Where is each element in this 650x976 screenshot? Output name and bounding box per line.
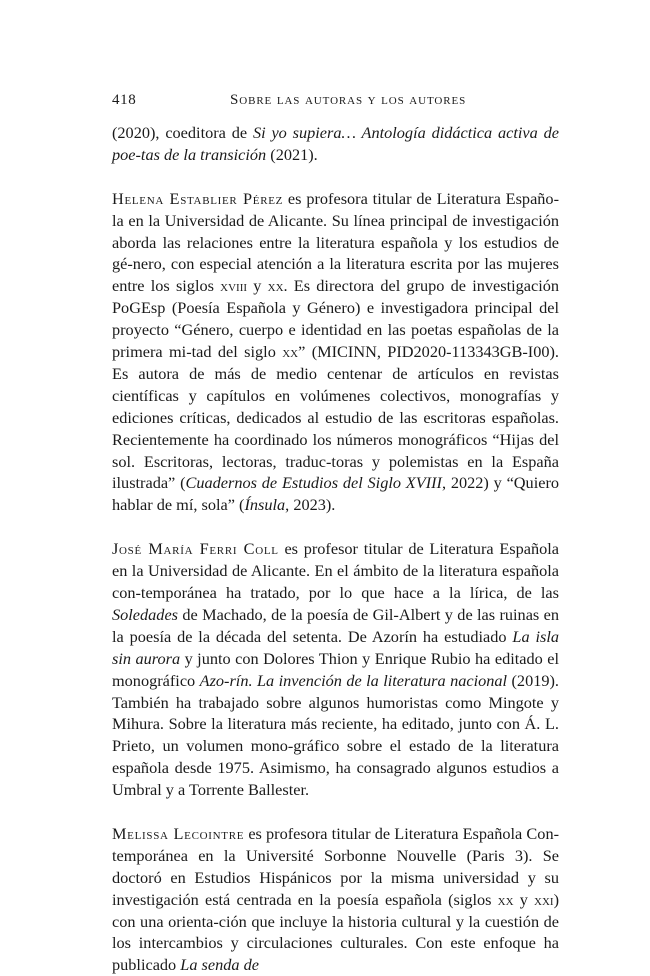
author-bio-ferri <box>112 538 559 801</box>
text-run: , 2023). <box>285 495 336 515</box>
text-run: ) con una orienta-ción que incluye la historia cultural y la cuestión de los intercambios y circulaciones culturales. Con este enfoque ha publicado <box>112 889 559 975</box>
century-numeral: xxi <box>534 889 554 909</box>
century-numeral: xx <box>282 342 299 362</box>
text-run: de Machado, de la poesía de Gil-Albert y de las ruinas en la poesía de la década del setenta. De Azorín ha estudiado <box>112 604 559 646</box>
text-run: y junto con Dolores Thion y Enrique Rubio ha editado el monográfico <box>112 648 560 690</box>
journal-title-italic: Cuadernos de Estudios del Siglo XVIII <box>185 473 442 493</box>
text-run: y <box>513 889 535 909</box>
text-run: y <box>247 276 268 296</box>
book-title-italic: Soledades <box>112 604 179 624</box>
author-name: José María Ferri Coll <box>112 539 279 559</box>
book-title-italic: La isla sin aurora <box>112 626 559 668</box>
text-run: (2019). También ha trabajado sobre algunos humoristas como Mingote y Mihura. Sobre la literatura más reciente, ha editado, junto con Á. L. Prieto, un volumen mono-gráfico sobre el estado de la literatura española desde 1975. Asimismo, ha consagrado algunos estudios a Umbral y a Torrente Ballester. <box>112 670 559 800</box>
book-title-italic: Si yo supiera… Antología didáctica activa de poe-tas de la transición <box>112 123 559 164</box>
body-text <box>112 122 559 976</box>
text-run: es profesora titular de Literatura Española Con-temporánea en la Université Sorbonne Nouvelle (Paris 3). Se doctoró en Estudios Hispánicos por la misma universidad y su investigación está centrada en la poesía española (siglos <box>112 823 559 909</box>
text-run: (2020), coeditora de <box>112 123 253 142</box>
century-numeral: xx <box>267 276 284 296</box>
book-title-italic: La senda de <box>180 955 259 975</box>
book-title-italic: Azo-rín. La invención de la literatura nacional <box>199 670 508 690</box>
running-title: Sobre las autoras y los autores <box>230 92 467 108</box>
century-numeral: xviii <box>220 276 248 296</box>
author-bio-establier <box>112 188 559 517</box>
author-bio-lecointre <box>112 823 559 976</box>
author-name: Melissa Lecointre <box>112 823 245 843</box>
century-numeral: xx <box>497 889 514 909</box>
text-run: es profesor titular de Literatura Española en la Universidad de Alicante. En el ámbito de la literatura española con-temporánea ha tratado, por lo que hace a la lírica, de las <box>112 539 559 602</box>
page-number: 418 <box>112 92 137 108</box>
text-run: , 2022) y “Quiero hablar de mí, sola” ( <box>112 473 560 515</box>
journal-title-italic: Ínsula <box>244 495 286 515</box>
page-header <box>112 92 552 112</box>
author-name: Helena Establier Pérez <box>112 188 284 208</box>
text-run: es profesora titular de Literatura Españo-la en la Universidad de Alicante. Su línea principal de investigación aborda las relaciones entre la literatura española y los estudios de gé-nero, con especial atención a la literatura escrita por las mujeres entre los siglos <box>112 188 559 296</box>
text-run: (2021). <box>266 144 318 164</box>
text-run: . Es directora del grupo de investigación PoGEsp (Poesía Española y Género) e investigadora principal del proyecto “Género, cuerpo e identidad en las poetas españolas de la primera mi-tad del siglo <box>112 276 560 362</box>
text-run: ” (MICINN, PID2020-113343GB-I00). Es autora de más de medio centenar de artículos en revistas científicas y capítulos en volúmenes colectivos, monografías y ediciones críticas, dedicados al estudio de las escritoras españolas. Recientemente ha coordinado los números monográficos “Hijas del sol. Escritoras, lectoras, traduc-toras y polemistas en la España ilustrada” ( <box>112 342 560 493</box>
paragraph-continuation <box>112 122 559 166</box>
